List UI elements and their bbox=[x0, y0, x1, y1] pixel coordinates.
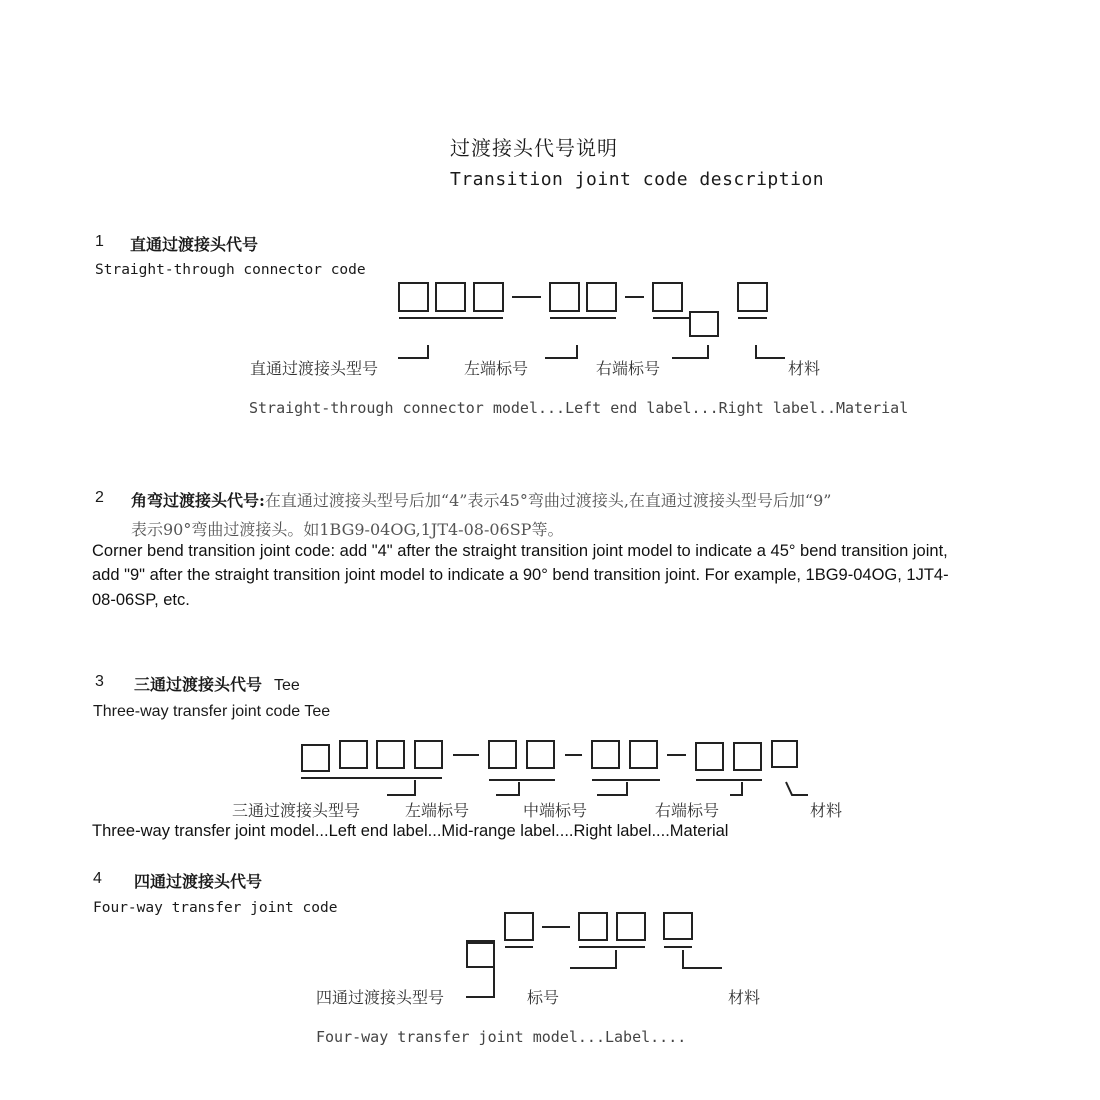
section-1-label-model: 直通过渡接头型号 bbox=[250, 359, 379, 378]
page-title-zh: 过渡接头代号说明 bbox=[450, 136, 618, 160]
section-1-label-material: 材料 bbox=[788, 359, 821, 378]
section-3-label-model: 三通过渡接头型号 bbox=[232, 801, 361, 820]
section-1-label-right: 右端标号 bbox=[596, 359, 661, 378]
section-4-caption-en: Four-way transfer joint model...Label.... bbox=[316, 1028, 687, 1046]
section-3-label-material: 材料 bbox=[810, 801, 843, 820]
section-4-number: 4 bbox=[93, 870, 102, 887]
section-3-label-middle: 中端标号 bbox=[523, 801, 588, 820]
section-3-label-right: 右端标号 bbox=[655, 801, 720, 820]
section-1-heading-en: Straight-through connector code bbox=[95, 262, 366, 278]
section-3-number: 3 bbox=[95, 673, 104, 690]
section-2-body-en-line2: add "9" after the straight transition joint model to indicate a 90° bend transition joint. For example, 1BG9-04OG, 1JT4- bbox=[92, 566, 949, 584]
section-2-body-en-line1: Corner bend transition joint code: add "4" after the straight transition joint model to indicate a 45° bend transition joint, bbox=[92, 542, 948, 560]
section-3-heading-zh: 三通过渡接头代号 bbox=[134, 675, 263, 694]
section-3-caption-en: Three-way transfer joint model...Left end label...Mid-range label....Right label....Material bbox=[92, 822, 729, 840]
section-4-label-material: 材料 bbox=[728, 988, 761, 1007]
section-3-label-left: 左端标号 bbox=[405, 801, 470, 820]
section-1-caption-en: Straight-through connector model...Left end label...Right label..Material bbox=[249, 399, 909, 417]
section-3-heading-suffix: Tee bbox=[274, 677, 300, 694]
section-4-label-code: 标号 bbox=[527, 988, 560, 1007]
section-4-heading-zh: 四通过渡接头代号 bbox=[134, 872, 263, 891]
section-4-heading-en: Four-way transfer joint code bbox=[93, 900, 338, 916]
section-1-number: 1 bbox=[95, 233, 104, 250]
section-1-label-left: 左端标号 bbox=[464, 359, 529, 378]
section-2-body-zh-line2: 表示90°弯曲过渡接头。如1BG9-04OG,1JT4-08-06SP等。 bbox=[131, 520, 564, 539]
page-title-en: Transition joint code description bbox=[450, 169, 825, 190]
section-2-number: 2 bbox=[95, 489, 104, 506]
section-1-heading-zh: 直通过渡接头代号 bbox=[130, 235, 259, 254]
section-3-heading-en: Three-way transfer joint code Tee bbox=[93, 703, 331, 720]
section-2-heading-zh: 角弯过渡接头代号: bbox=[131, 491, 265, 510]
section-4-label-model: 四通过渡接头型号 bbox=[316, 988, 445, 1007]
section-2-body-zh-line1: 在直通过渡接头型号后加“4”表示45°弯曲过渡接头,在直通过渡接头型号后加“9” bbox=[264, 491, 832, 510]
section-2-body-en-line3: 08-06SP, etc. bbox=[92, 591, 190, 609]
